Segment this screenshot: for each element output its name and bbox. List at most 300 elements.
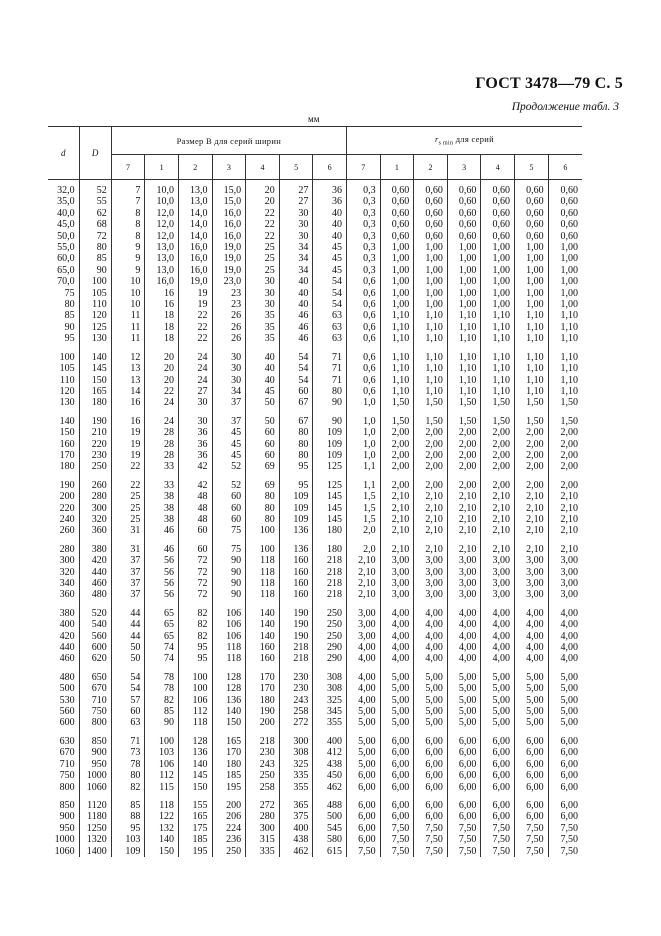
table-cell: 7,50 (414, 846, 448, 857)
table-cell: 5,00 (414, 717, 448, 728)
table-row (48, 461, 582, 472)
table-cell: 4,00 (548, 653, 582, 664)
table-cell: 14,0 (178, 208, 212, 219)
table-cell: 122 (145, 811, 179, 822)
table-cell: 2,10 (481, 503, 515, 514)
table-cell: 308 (313, 672, 347, 683)
table-cell: 31 (111, 525, 145, 536)
table-cell: 40 (246, 352, 280, 363)
table-cell: 7,50 (447, 834, 481, 845)
table-cell: 488 (313, 800, 347, 811)
table-cell: 2,00 (447, 427, 481, 438)
table-cell: 50 (111, 653, 145, 664)
table-cell: 18 (145, 310, 179, 321)
table-cell: 54 (313, 288, 347, 299)
gap-cell (279, 793, 313, 800)
table-cell: 1,50 (481, 397, 515, 408)
table-cell: 400 (59, 619, 75, 631)
table-cell: 6,00 (548, 770, 582, 781)
table-cell: 28 (145, 450, 179, 461)
table-cell: 5,00 (481, 672, 515, 683)
table-cell: 325 (279, 759, 313, 770)
table-cell: 1,00 (414, 242, 448, 253)
table-cell: 710 (79, 695, 111, 706)
table-cell: 6,00 (346, 770, 380, 781)
table-cell: 22 (178, 322, 212, 333)
table-cell: 8 (111, 219, 145, 230)
table-cell: 22 (178, 333, 212, 344)
table-cell: 23,0 (212, 276, 246, 287)
table-cell: 37 (111, 589, 145, 600)
gap-cell (111, 345, 145, 352)
table-cell: 100 (178, 672, 212, 683)
gap-cell (515, 601, 549, 608)
gap-cell (246, 729, 280, 736)
table-cell: 380 (59, 607, 75, 619)
table-cell: 36 (313, 196, 347, 207)
table-cell: 106 (178, 695, 212, 706)
table-cell: 260 (59, 525, 75, 537)
group-gap-row (48, 473, 582, 480)
table-cell: 0,60 (481, 208, 515, 219)
table-cell: 14 (111, 386, 145, 397)
table-cell: 4,00 (414, 608, 448, 619)
table-cell: 6,00 (346, 782, 380, 793)
table-cell: 1,00 (447, 265, 481, 276)
table-cell: 19,0 (212, 253, 246, 264)
table-cell: 1,00 (481, 265, 515, 276)
gap-cell (548, 729, 582, 736)
table-cell: 24 (145, 416, 179, 427)
table-cell: 37 (111, 578, 145, 589)
table-cell: 10,0 (145, 196, 179, 207)
table-row (48, 653, 582, 664)
table-cell: 7 (111, 196, 145, 207)
table-cell: 6,00 (447, 770, 481, 781)
table-cell: 1,00 (447, 242, 481, 253)
table-cell: 420 (59, 630, 75, 642)
table-cell: 6,00 (447, 759, 481, 770)
gap-cell (515, 729, 549, 736)
table-cell: 2,00 (414, 450, 448, 461)
header-b-series-4: 4 (246, 155, 280, 180)
table-cell: 106 (212, 619, 246, 630)
header-r-series-5: 5 (515, 155, 549, 180)
table-cell: 1,00 (447, 276, 481, 287)
table-cell: 2,10 (548, 491, 582, 502)
gap-cell (481, 601, 515, 608)
gap-cell (279, 409, 313, 416)
table-cell: 5,00 (346, 706, 380, 717)
table-cell: 54 (313, 276, 347, 287)
table-cell: 0,3 (346, 242, 380, 253)
table-cell: 1,10 (380, 333, 414, 344)
table-cell: 4,00 (481, 631, 515, 642)
table-cell: 180 (59, 461, 75, 473)
table-cell: 10,0 (145, 185, 179, 196)
table-cell: 272 (279, 717, 313, 728)
table-cell: 34 (279, 242, 313, 253)
table-cell: 44 (111, 631, 145, 642)
table-cell: 56 (145, 578, 179, 589)
table-cell: 180 (313, 525, 347, 536)
table-cell: 2,0 (346, 544, 380, 555)
gap-cell (481, 537, 515, 544)
table-cell: 7,50 (481, 846, 515, 857)
gap-cell (414, 473, 448, 480)
gap-cell (481, 409, 515, 416)
gap-cell (346, 665, 380, 672)
group-gap-row (48, 665, 582, 672)
table-cell: 85 (64, 310, 75, 322)
table-cell: 72 (178, 555, 212, 566)
table-cell: 109 (111, 846, 145, 857)
table-cell: 60 (178, 544, 212, 555)
table-cell: 6,00 (447, 736, 481, 747)
table-cell: 1,00 (447, 253, 481, 264)
table-cell: 3,00 (346, 608, 380, 619)
table-cell: 0,60 (481, 219, 515, 230)
table-cell: 0,60 (414, 219, 448, 230)
table-cell: 5,00 (515, 695, 549, 706)
table-cell: 4,00 (548, 619, 582, 630)
group-gap-row (48, 793, 582, 800)
table-cell: 250 (313, 631, 347, 642)
table-cell: 30 (279, 231, 313, 242)
gap-cell (481, 729, 515, 736)
table-cell: 75 (212, 544, 246, 555)
table-row (48, 416, 582, 427)
table-cell: 1,00 (380, 253, 414, 264)
table-row (48, 672, 582, 683)
table-cell: 19 (178, 299, 212, 310)
table-cell: 400 (279, 823, 313, 834)
table-cell: 1,10 (481, 363, 515, 374)
gap-cell (414, 665, 448, 672)
table-cell: 2,00 (515, 461, 549, 472)
gap-cell (79, 729, 111, 736)
table-cell: 4,00 (380, 642, 414, 653)
table-cell: 78 (111, 759, 145, 770)
table-cell: 580 (313, 834, 347, 845)
table-cell: 20 (246, 185, 280, 196)
table-cell: 0,60 (414, 231, 448, 242)
table-row (48, 608, 582, 619)
table-cell: 48 (178, 503, 212, 514)
table-cell: 8 (111, 231, 145, 242)
table-cell: 65 (145, 631, 179, 642)
table-cell: 0,60 (447, 219, 481, 230)
table-cell: 35 (246, 322, 280, 333)
table-cell: 110 (79, 299, 111, 310)
table-cell: 4,00 (481, 608, 515, 619)
table-cell: 1,0 (346, 450, 380, 461)
table-cell: 218 (313, 589, 347, 600)
table-cell: 1,00 (548, 299, 582, 310)
table-cell: 1,50 (380, 397, 414, 408)
table-row (48, 480, 582, 491)
table-cell: 5,00 (380, 706, 414, 717)
table-cell: 16,0 (178, 253, 212, 264)
gap-cell (111, 793, 145, 800)
table-cell: 280 (79, 491, 111, 502)
table-cell: 2,00 (548, 480, 582, 491)
table-row (48, 834, 582, 845)
table-cell: 2,00 (515, 427, 549, 438)
table-row (48, 747, 582, 758)
table-cell: 22 (246, 208, 280, 219)
table-row (48, 219, 582, 230)
table-cell: 224 (212, 823, 246, 834)
gap-cell (111, 729, 145, 736)
table-cell: 380 (79, 544, 111, 555)
gap-cell (380, 793, 414, 800)
table-cell: 27 (279, 185, 313, 196)
table-row (48, 683, 582, 694)
table-cell: 106 (212, 608, 246, 619)
table-cell: 320 (59, 566, 75, 578)
table-cell: 220 (59, 502, 75, 514)
table-cell: 4,00 (380, 631, 414, 642)
table-cell: 46 (279, 333, 313, 344)
table-cell: 440 (59, 642, 75, 654)
gap-cell (178, 473, 212, 480)
table-cell: 100 (178, 683, 212, 694)
gap-cell (515, 345, 549, 352)
table-cell: 2,00 (515, 439, 549, 450)
table-cell: 140 (246, 631, 280, 642)
table-cell: 2,10 (380, 503, 414, 514)
table-cell: 710 (59, 758, 75, 770)
gap-cell (145, 409, 179, 416)
gap-cell (548, 473, 582, 480)
table-cell: 1,00 (481, 242, 515, 253)
table-cell: 30 (246, 299, 280, 310)
table-cell: 71 (313, 352, 347, 363)
table-cell: 1,10 (481, 333, 515, 344)
table-cell: 6,00 (447, 811, 481, 822)
table-row (48, 525, 582, 536)
table-row (48, 363, 582, 374)
table-cell: 103 (145, 747, 179, 758)
table-row (48, 823, 582, 834)
table-cell: 78 (145, 672, 179, 683)
table-cell: 40 (246, 375, 280, 386)
table-row (48, 736, 582, 747)
table-cell: 6,00 (414, 736, 448, 747)
table-cell: 68 (79, 219, 111, 230)
table-cell: 1,10 (447, 375, 481, 386)
table-cell: 45 (313, 242, 347, 253)
table-cell: 12,0 (145, 208, 179, 219)
table-cell: 19 (178, 288, 212, 299)
table-cell: 0,6 (346, 276, 380, 287)
table-cell: 12 (111, 352, 145, 363)
table-cell: 7 (111, 185, 145, 196)
table-cell: 125 (79, 322, 111, 333)
gap-cell (246, 409, 280, 416)
gap-cell (414, 729, 448, 736)
gap-cell (447, 729, 481, 736)
table-cell: 65,0 (57, 264, 75, 276)
table-cell: 335 (246, 846, 280, 857)
table-cell: 2,10 (380, 491, 414, 502)
table-cell: 40 (313, 208, 347, 219)
table-cell: 52 (79, 185, 111, 196)
dimensions-table (48, 126, 582, 857)
table-cell: 80 (279, 439, 313, 450)
table-cell: 7,50 (515, 834, 549, 845)
table-cell: 22 (246, 231, 280, 242)
table-cell: 19,0 (212, 265, 246, 276)
table-cell: 0,60 (515, 185, 549, 196)
table-cell: 5,00 (481, 695, 515, 706)
series-header-row (48, 155, 582, 180)
table-cell: 45 (246, 386, 280, 397)
gap-cell (515, 665, 549, 672)
table-cell: 10 (111, 276, 145, 287)
table-cell: 4,00 (380, 653, 414, 664)
gap-cell (414, 601, 448, 608)
table-cell: 250 (212, 846, 246, 857)
gap-cell (346, 729, 380, 736)
gap-cell (481, 473, 515, 480)
table-cell: 0,6 (346, 299, 380, 310)
table-cell: 3,00 (548, 578, 582, 589)
table-cell: 60 (246, 439, 280, 450)
table-cell: 27 (178, 386, 212, 397)
gap-cell (279, 665, 313, 672)
table-row (48, 427, 582, 438)
table-cell: 0,3 (346, 265, 380, 276)
table-cell: 25 (111, 503, 145, 514)
table-cell: 4,00 (548, 631, 582, 642)
table-cell: 82 (145, 695, 179, 706)
table-cell: 1,00 (380, 265, 414, 276)
table-cell: 34 (279, 253, 313, 264)
gap-cell (48, 601, 79, 608)
table-cell: 140 (59, 415, 75, 427)
table-cell: 1,10 (481, 322, 515, 333)
table-cell: 5,00 (481, 706, 515, 717)
table-cell: 128 (178, 736, 212, 747)
table-cell: 45 (313, 253, 347, 264)
table-cell: 190 (246, 706, 280, 717)
table-cell: 206 (212, 811, 246, 822)
table-cell: 11 (111, 322, 145, 333)
gap-cell (279, 345, 313, 352)
gap-cell (246, 793, 280, 800)
table-cell: 440 (79, 567, 111, 578)
table-cell: 30 (246, 288, 280, 299)
table-cell: 6,00 (481, 782, 515, 793)
table-cell: 0,60 (447, 196, 481, 207)
table-cell: 5,00 (447, 695, 481, 706)
table-cell: 4,00 (346, 672, 380, 683)
table-cell: 22 (111, 461, 145, 472)
table-cell: 16,0 (145, 276, 179, 287)
gap-cell (380, 665, 414, 672)
table-cell: 4,00 (346, 642, 380, 653)
table-cell: 1,10 (515, 386, 549, 397)
table-cell: 16 (111, 416, 145, 427)
table-cell: 243 (246, 759, 280, 770)
gap-cell (145, 473, 179, 480)
table-cell: 1,00 (515, 253, 549, 264)
table-cell: 26 (212, 333, 246, 344)
table-cell: 6,00 (515, 811, 549, 822)
table-cell: 5,00 (414, 672, 448, 683)
table-cell: 2,10 (346, 578, 380, 589)
table-row (48, 846, 582, 857)
table-cell: 1,10 (548, 375, 582, 386)
table-cell: 71 (111, 736, 145, 747)
table-cell: 105 (79, 288, 111, 299)
table-cell: 480 (59, 671, 75, 683)
table-cell: 60 (212, 503, 246, 514)
table-cell: 75 (64, 287, 75, 299)
table-cell: 462 (279, 846, 313, 857)
table-cell: 95 (279, 480, 313, 491)
table-cell: 6,00 (481, 747, 515, 758)
table-cell: 300 (59, 555, 75, 567)
table-cell: 13,0 (145, 242, 179, 253)
table-cell: 1,10 (380, 363, 414, 374)
table-cell: 54 (111, 683, 145, 694)
table-cell: 0,60 (380, 185, 414, 196)
table-cell: 22 (178, 310, 212, 321)
table-cell: 18 (145, 322, 179, 333)
table-cell: 6,00 (481, 811, 515, 822)
table-cell: 2,10 (380, 514, 414, 525)
table-cell: 5,00 (414, 706, 448, 717)
table-cell: 24 (178, 352, 212, 363)
table-cell: 0,60 (414, 208, 448, 219)
table-cell: 230 (246, 747, 280, 758)
table-cell: 375 (279, 811, 313, 822)
table-cell: 106 (145, 759, 179, 770)
table-cell: 37 (111, 555, 145, 566)
table-cell: 1,50 (447, 416, 481, 427)
table-cell: 85 (145, 706, 179, 717)
table-cell: 150 (79, 375, 111, 386)
table-cell: 95 (178, 653, 212, 664)
gap-cell (313, 601, 347, 608)
table-cell: 1,10 (481, 352, 515, 363)
table-cell: 1,00 (481, 253, 515, 264)
table-cell: 1,50 (414, 397, 448, 408)
table-cell: 2,00 (548, 427, 582, 438)
table-cell: 150 (212, 717, 246, 728)
gap-cell (48, 793, 79, 800)
table-cell: 3,00 (548, 567, 582, 578)
table-cell: 0,60 (414, 185, 448, 196)
table-cell: 2,10 (414, 544, 448, 555)
table-cell: 4,00 (481, 653, 515, 664)
table-cell: 0,60 (380, 231, 414, 242)
table-cell: 4,00 (447, 642, 481, 653)
table-cell: 56 (145, 567, 179, 578)
table-row (48, 231, 582, 242)
table-cell: 2,10 (515, 514, 549, 525)
table-cell: 63 (111, 717, 145, 728)
table-cell: 57 (111, 695, 145, 706)
table-cell: 3,00 (414, 578, 448, 589)
table-cell: 125 (313, 461, 347, 472)
table-cell: 26 (212, 310, 246, 321)
gap-cell (246, 537, 280, 544)
table-cell: 2,00 (380, 450, 414, 461)
